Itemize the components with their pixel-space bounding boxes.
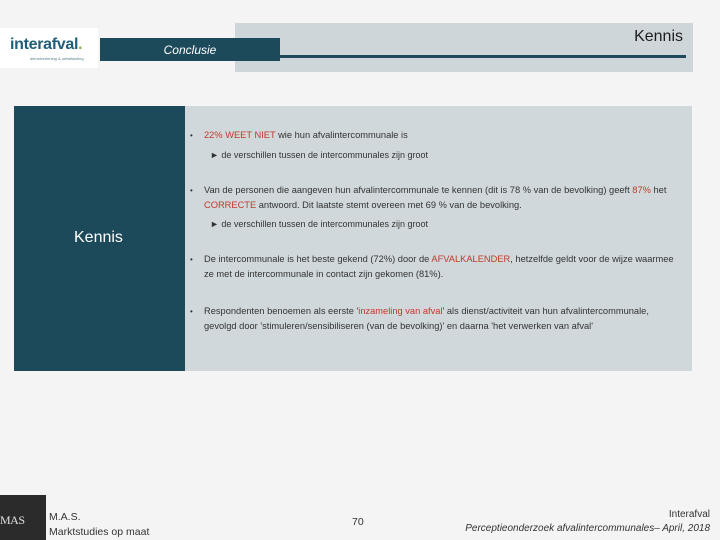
bullet-2: • Van de personen die aangeven hun afvalintercommunale te kennen (dit is 78 % van de bevolking) geeft 87% het CORRECTE antwoord. Dit laatste stemt overeen met 69 % van de bevolking. bbox=[190, 185, 667, 210]
section-label: Conclusie bbox=[100, 38, 280, 61]
bullet-3: • De intercommunale is het beste gekend (72%) door de AFVALKALENDER, hetzelfde geldt voor de wijze waarmee ze met de intercommunale in contact zijn gekomen (81%). bbox=[190, 254, 674, 279]
footer-organisation: M.A.S. Marktstudies op maat bbox=[49, 511, 150, 538]
bullet-dot-icon: • bbox=[190, 255, 193, 264]
bullet-1: • 22% WEET NIET wie hun afvalintercommunale is bbox=[190, 128, 684, 143]
sidebar-strip bbox=[14, 106, 185, 371]
bullet-dot-icon: • bbox=[190, 131, 193, 140]
bullet-dot-icon: • bbox=[190, 307, 193, 316]
interafval-logo bbox=[0, 28, 98, 68]
slide-title: Kennis bbox=[634, 28, 683, 45]
footer-source: Interafval Perceptieonderzoek afvalintercommunales– April, 2018 bbox=[465, 509, 710, 534]
header-panel bbox=[235, 23, 693, 72]
page-number: 70 bbox=[352, 516, 364, 528]
bullet-dot-icon: • bbox=[190, 186, 193, 195]
sub-point-2: ► de verschillen tussen de intercommunales zijn groot bbox=[210, 219, 429, 229]
header-rule bbox=[235, 55, 686, 58]
sub-point-1: ► de verschillen tussen de intercommunales zijn groot bbox=[210, 150, 429, 160]
logo-tagline: dienstverlening & ontwikkeling bbox=[30, 56, 84, 61]
mas-logo: MAS bbox=[0, 495, 46, 540]
bullet-4: • Respondenten benoemen als eerste 'inzameling van afval' als dienst/activiteit van hun afvalintercommunale, gevolgd door 'stimuleren/sensibiliseren (van de bevolking)' en daarna 'het verwerken van afval' bbox=[190, 306, 649, 331]
logo-wordmark: interafval. bbox=[10, 36, 83, 53]
content-panel bbox=[14, 106, 692, 371]
sidebar-label: Kennis bbox=[74, 229, 123, 246]
